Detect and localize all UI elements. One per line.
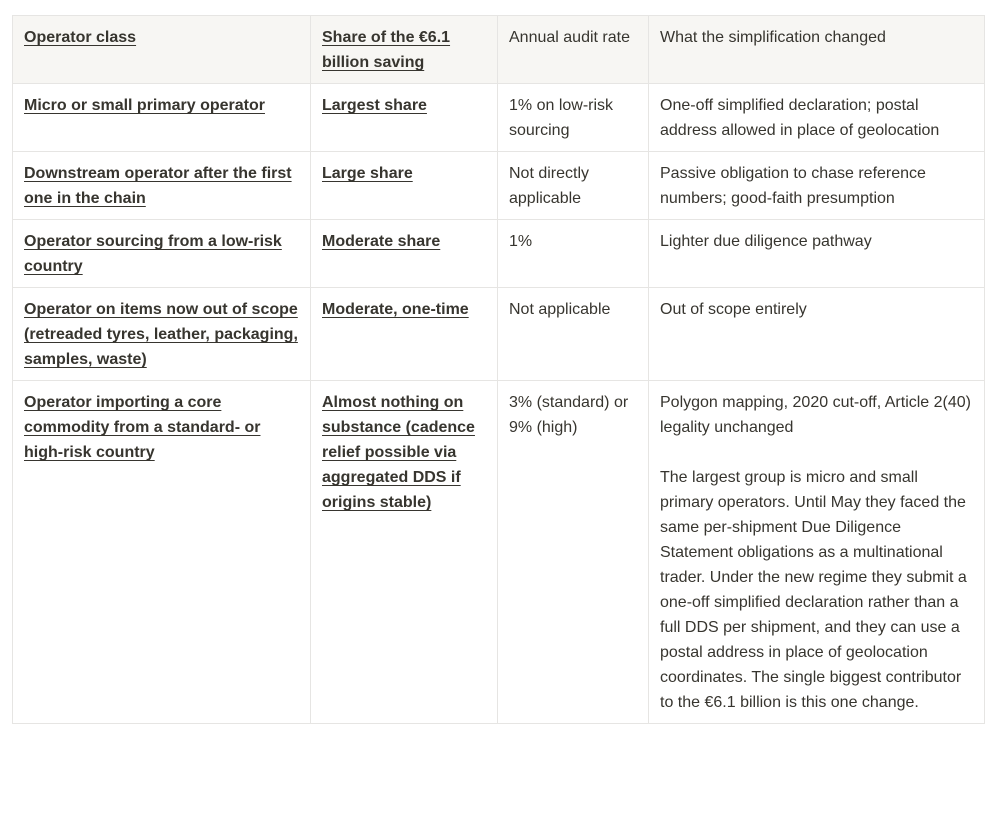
change-text: Lighter due diligence pathway (660, 233, 872, 250)
operator-class-text: Micro or small primary operator (24, 97, 265, 114)
audit-rate-text: Not applicable (509, 301, 611, 318)
cell-share (311, 84, 498, 152)
share-text: Largest share (322, 97, 427, 114)
cell-audit-rate (498, 220, 649, 288)
change-text: Passive obligation to chase reference numbers; good-faith presumption (660, 165, 926, 207)
cell-audit-rate (498, 84, 649, 152)
operator-class-table (12, 15, 985, 724)
cell-share (311, 220, 498, 288)
share-text: Moderate share (322, 233, 441, 250)
table-header-row (13, 16, 985, 84)
share-text: Almost nothing on substance (cadence relief possible via aggregated DDS if origins stable) (322, 394, 475, 511)
cell-change (649, 288, 985, 381)
audit-rate-text: 3% (standard) or 9% (high) (509, 394, 629, 436)
header-share-label: Share of the €6.1 billion saving (322, 29, 451, 71)
share-text: Large share (322, 165, 413, 182)
change-text: Out of scope entirely (660, 301, 807, 318)
cell-operator-class (13, 152, 311, 220)
audit-rate-text: 1% (509, 233, 533, 250)
cell-audit-rate (498, 381, 649, 724)
cell-operator-class (13, 220, 311, 288)
table-row (13, 84, 985, 152)
audit-rate-text: Not directly applicable (509, 165, 590, 207)
operator-class-text: Operator on items now out of scope (retreaded tyres, leather, packaging, samples, waste) (24, 301, 298, 368)
cell-audit-rate (498, 288, 649, 381)
operator-class-text: Operator importing a core commodity from a standard- or high-risk country (24, 394, 261, 461)
table-row (13, 288, 985, 381)
table-row (13, 152, 985, 220)
header-operator-class-label: Operator class (24, 29, 137, 46)
cell-share (311, 381, 498, 724)
header-audit-rate-label: Annual audit rate (509, 29, 630, 46)
cell-change (649, 220, 985, 288)
audit-rate-text: 1% on low-risk sourcing (509, 97, 614, 139)
operator-class-text: Downstream operator after the first one in the chain (24, 165, 292, 207)
share-text: Moderate, one-time (322, 301, 469, 318)
cell-change (649, 152, 985, 220)
header-change (649, 16, 985, 84)
cell-change (649, 84, 985, 152)
cell-operator-class (13, 288, 311, 381)
cell-operator-class (13, 84, 311, 152)
header-audit-rate (498, 16, 649, 84)
table-row (13, 381, 985, 724)
cell-audit-rate (498, 152, 649, 220)
header-operator-class (13, 16, 311, 84)
cell-share (311, 288, 498, 381)
cell-operator-class (13, 381, 311, 724)
header-share (311, 16, 498, 84)
cell-share (311, 152, 498, 220)
change-text: One-off simplified declaration; postal address allowed in place of geolocation (660, 97, 940, 139)
explanatory-paragraph: The largest group is micro and small primary operators. Until May they faced the same per-shipment Due Diligence Statement obligations as a multinational trader. Under the new regime they submit a one-off simplified declaration rather than a full DDS per shipment, and they can use a postal address in place of geolocation coordinates. The single biggest contributor to the €6.1 billion is this one change. (660, 469, 967, 711)
operator-class-text: Operator sourcing from a low-risk country (24, 233, 282, 275)
change-text: Polygon mapping, 2020 cut-off, Article 2(40) legality unchanged (660, 394, 971, 436)
table-row (13, 220, 985, 288)
header-change-label: What the simplification changed (660, 29, 886, 46)
cell-change (649, 381, 985, 724)
